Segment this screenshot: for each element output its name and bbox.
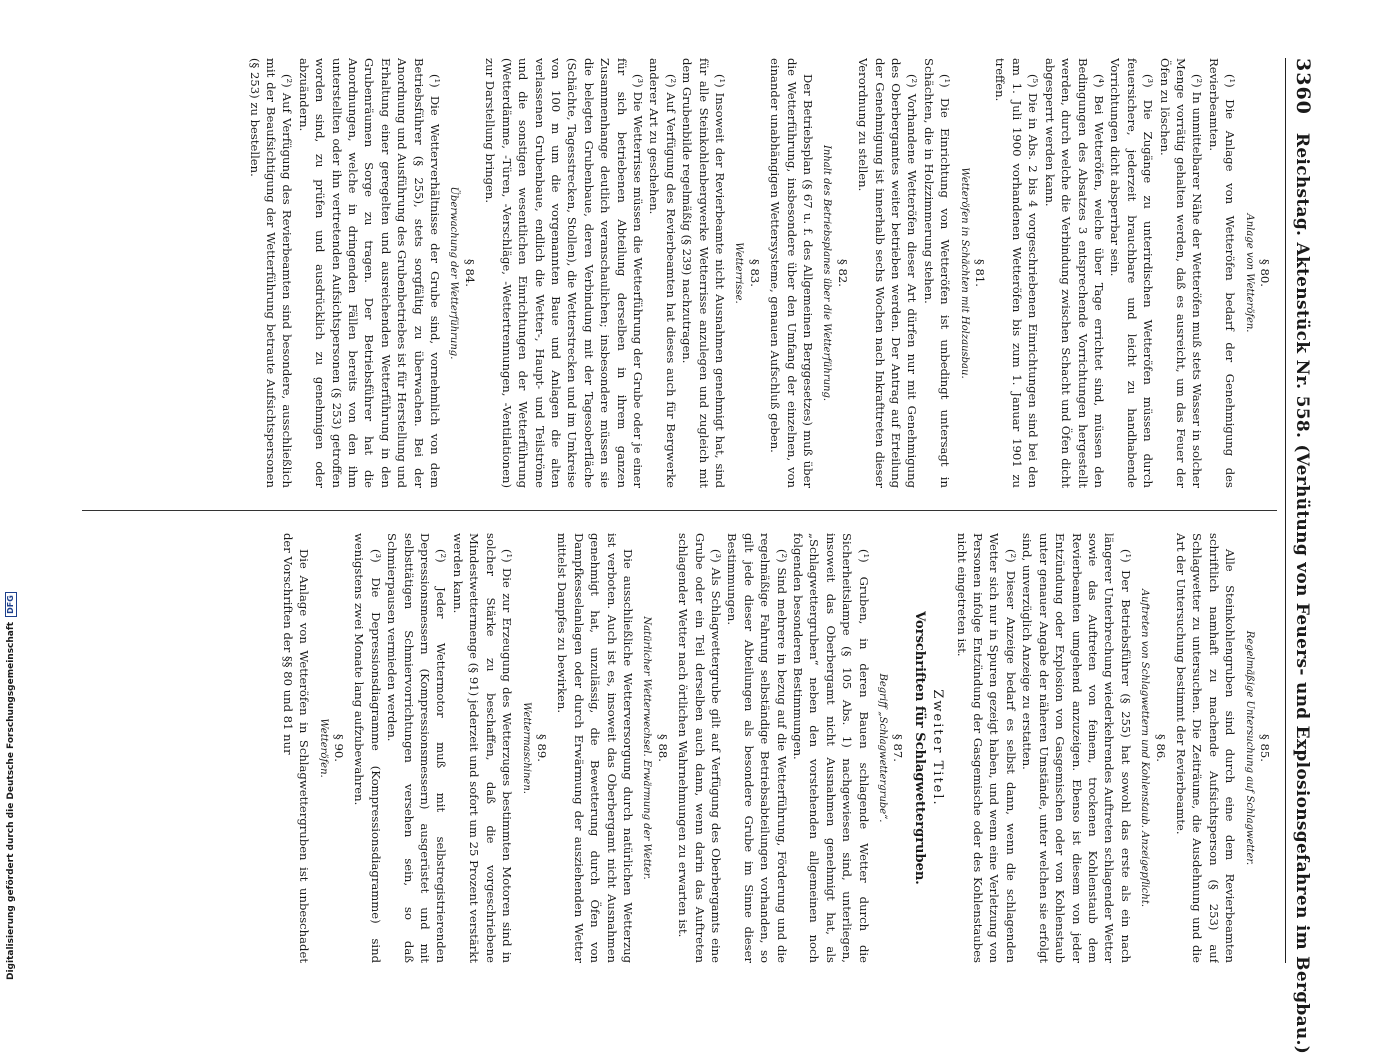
section-number: § 87. <box>891 734 906 762</box>
digitization-note <box>4 595 18 980</box>
paragraph: (²) Auf Verfügung des Revierbeamten hat dieses auch für Bergwerke anderer Art zu geschehen. <box>647 58 678 488</box>
section-heading: Auftreten von Schlagwettern und Kohlenstaub. Anzeigepflicht. <box>1139 588 1151 908</box>
paragraph: Der Betriebsplan (§ 67 u. f. des Allgemeinen Berggesetzes) muß über die Wetterführung, insbesondere über den Umfang der einzelnen, von einander unabhängigen Wettersysteme, genauen Aufschluß geben. <box>768 58 816 488</box>
paragraph: (¹) Insoweit der Revierbeamte nicht Ausnahmen genehmigt hat, sind für alle Steinkohlenbergwerke Wetterrisse anzulegen und zugleich mit dem Grubenbilde regelmäßig (§ 239) nachzutragen. <box>680 58 727 488</box>
section-heading: Natürlicher Wetterwechsel. Erwärmung der Wetter. <box>641 616 653 880</box>
paragraph: (²) Jeder Wettermotor muß mit selbstregistrierenden Depressionsmessern (Kompressionsmessern) ausgerüstet und mit selbsttätigen Schmiervorrichtungen versehen sein, so daß Schmierpausen vermieden werden. <box>385 533 449 963</box>
paragraph: (²) Vorhandene Wetteröfen dieser Art dürfen nur mit Genehmigung des Oberbergamtes weiter betrieben werden. Der Antrag auf Erteilung der Genehmigung ist innerhalb sechs Wochen nach Inkrafttreten dieser Verordnung zu stellen. <box>856 58 920 488</box>
paragraph: Alle Steinkohlengruben sind durch eine dem Revierbeamten schriftlich namhaft zu machende Aufsichtsperson (§ 253) auf Schlagwetter zu untersuchen. Die Zeiträume, die Ausdehnung und die Art der Untersuchung bestimmt der Revierbeamte. <box>1173 533 1238 963</box>
paragraph: (¹) Die Wetterverhältnisse der Grube sind, vornehmlich von dem Betriebsführer (§ 255), stets sorgfältig zu überwachen. Bei der Anordnung und Ausführung des Grubenbetriebes ist für Herstellung und Erhaltung einer geregelten und ausreichenden Wetterführung in den Grubenräumen Sorge zu tragen. Der Betriebsführer hat die Anordnungen, welche in dringenden Fällen bereits von den ihm unterstellten oder ihn vertretenden Aufsichtspersonen (§ 253) getroffen worden sind, zu prüfen und ausdrücklich zu genehmigen oder abzuändern. <box>296 58 443 488</box>
section-heading: Wetterrisse. <box>733 242 745 304</box>
paragraph: (²) Auf Verfügung des Revierbeamten sind besondere, ausschließlich mit der Beaufsichtigung der Wetterführung betraute Aufsichtspersonen (§ 253) zu bestellen. <box>247 58 295 488</box>
dfg-logo: DFG <box>5 592 17 617</box>
section-heading: Wettermaschinen. <box>520 702 532 794</box>
paragraph: (²) Sind mehrere in bezug auf die Wetterführung, Förderung und die regelmäßige Fahrung selbständige Betriebsabteilungen vorhanden, so gilt jede dieser Abteilungen als besondere Grube im Sinne dieser Bestimmungen. <box>725 533 789 963</box>
section-heading: Wetteröfen in Schächten mit Holzausbau. <box>958 167 970 379</box>
running-header <box>1285 58 1325 1054</box>
paragraph: (⁵) Die in Abs. 2 bis 4 vorgeschriebenen Einrichtungen sind bei den am 1. Juli 1900 vorhandenen Wetteröfen bis zum 1. Januar 1901 zu treffen. <box>993 58 1041 488</box>
paragraph: (⁴) Bei Wetteröfen, welche über Tage errichtet sind, müssen den Bedingungen des Absatzes 3 entsprechende Vorrichtungen hergestellt werden, durch welche die Verbindung zwischen Schacht und Öfen dicht abgesperrt werden kann. <box>1042 58 1106 488</box>
right-column <box>82 533 1277 963</box>
paragraph: (³) Die Zugänge zu unterirdischen Wetteröfen müssen durch feuersichere, jederzeit brauchbare und leicht zu handhabende Vorrichtungen dicht absperrbar sein. <box>1108 58 1156 488</box>
section-number: § 85. <box>1258 734 1272 762</box>
running-title: Reichstag. Aktenstück Nr. 558. (Verhütung von Feuers- und Explosionsgefahren im Bergbau.) <box>1291 132 1312 1054</box>
section-heading: Überwachung der Wetterführung. <box>448 186 460 360</box>
section-heading: Begriff „Schlagwettergrube“. <box>877 673 889 823</box>
paragraph: (¹) Die zur Erzeugung des Wetterzuges bestimmten Motoren sind in solcher Stärke zu beschaffen, daß die vorgeschriebene Mindestwettermenge (§ 91) jederzeit und sofort um 25 Prozent verstärkt werden kann. <box>450 533 515 963</box>
paragraph: (¹) Gruben, in deren Bauen schlagende Wetter durch die Sicherheitslampe (§ 105 Abs. 1) nachgewiesen sind, unterliegen, insoweit das Oberbergamt nicht Ausnahmen genehmigt hat, als „Schlagwettergruben“ neben den vorstehenden allgemeinen noch folgenden besonderen Bestimmungen. <box>791 533 871 963</box>
part-subtitle: Vorschriften für Schlagwettergruben. <box>911 611 927 885</box>
section-number: § 81. <box>973 259 988 287</box>
paragraph: (¹) Der Betriebsführer (§ 255) hat sowohl das erste als ein nach längerer Unterbrechung wiederkehrendes Auftreten schlagender Wetter sowie das Auftreten von feinem, trockenen Kohlenstaub dem Revierbeamten umgehend anzuzeigen. Ebenso ist diesem von jeder Entzündung oder Explosion von Gasgemischen oder von Kohlenstaub unter genauer Angabe der näheren Umstände, unter welchen sie erfolgt sind, unverzüglich Anzeige zu erstatten. <box>1020 533 1133 963</box>
paragraph: (³) Als Schlagwettergrube gilt auf Verfügung des Oberbergamts eine Grube oder ein Teil derselben auch dann, wenn darin das Auftreten schlagender Wetter nach örtlichen Wahrnehmungen zu erwarten ist. <box>676 533 723 963</box>
section-number: § 89. <box>534 734 549 762</box>
scanned-page <box>80 58 1325 1054</box>
paragraph: (³) Die Wetterrisse müssen die Wetterführung der Grube oder je einer für sich betriebenen Abteilung derselben in ihrem ganzen Zusammenhange deutlich veranschaulichen; insbesondere müssen sie die belegten Grubenbaue, deren Verbindung mit der Tagesoberfläche (Schächte, Tagesstrecken, Stollen), die Wetterstrecken und im Umkreise von 100 m um die vorgenannten Baue und Anlagen die alten verlassenen Grubenbaue, endlich die Wetter-, Haupt- und Teilströme und die sonstigen wesentlichen Einrichtungen der Wetterführung (Wetterdämme, -Türen, -Verschläge, -Wettertrennungen, -Ventilationen) zur Darstellung bringen. <box>483 58 645 488</box>
digitization-note-text: Digitalisierung gefördert durch die Deutsche Forschungsgemeinschaft <box>6 621 16 980</box>
paragraph: (²) Dieser Anzeige bedarf es selbst dann, wenn die schlagenden Wetter sich nur in Spuren gezeigt haben, und wenn eine Verletzung von Personen infolge Entzündung der Gasgemische oder des Kohlenstaubes nicht eingetreten ist. <box>954 533 1018 963</box>
section-number: § 83. <box>747 259 762 287</box>
section-number: § 86. <box>1153 734 1168 762</box>
section-heading: Regelmäßige Untersuchung auf Schlagwetter. <box>1243 630 1255 866</box>
part-title: Zweiter Titel. <box>930 689 946 807</box>
paragraph: (¹) Die Anlage von Wetteröfen bedarf der Genehmigung des Revierbeamten. <box>1206 58 1238 488</box>
section-number: § 90. <box>332 734 347 762</box>
paragraph: Die ausschließliche Wetterversorgung durch natürlichen Wetterzug ist verboten. Auch ist es, insoweit das Oberbergamt nicht Ausnahmen genehmigt hat, unzulässig, die Bewetterung durch Öfen von Dampfkesselanlagen oder durch Erwärmung der ausziehenden Wetter mittelst Dampfes zu bewirken. <box>555 533 635 963</box>
section-heading: Inhalt des Betriebsplanes über die Wetterführung. <box>821 144 833 402</box>
paragraph: (³) Die Depressionsdiagramme (Kompressionsdiagramme) sind wenigstens zwei Monate lang aufzubewahren. <box>352 533 383 963</box>
left-column <box>82 58 1277 488</box>
paragraph: (²) In unmittelbarer Nähe der Wetteröfen muß stets Wasser in solcher Menge vorrätig gehalten werden, daß es ausreicht, um das Feuer der Öfen zu löschen. <box>1157 58 1205 488</box>
section-number: § 84. <box>462 259 477 287</box>
section-heading: Wetteröfen. <box>317 718 329 778</box>
page-number: 3360 <box>1291 58 1314 115</box>
section-number: § 82. <box>835 259 850 287</box>
section-heading: Anlage von Wetteröfen. <box>1243 213 1255 333</box>
paragraph: (¹) Die Einrichtung von Wetteröfen ist unbedingt untersagt in Schächten, die in Holzzimmerung stehen. <box>921 58 953 488</box>
paragraph: Die Anlage von Wetteröfen in Schlagwettergruben ist unbeschadet der Vorschriften der §§ 80 und 81 nur <box>280 533 312 963</box>
section-number: § 80. <box>1258 259 1272 287</box>
section-number: § 88. <box>655 734 670 762</box>
column-divider <box>82 510 1277 511</box>
